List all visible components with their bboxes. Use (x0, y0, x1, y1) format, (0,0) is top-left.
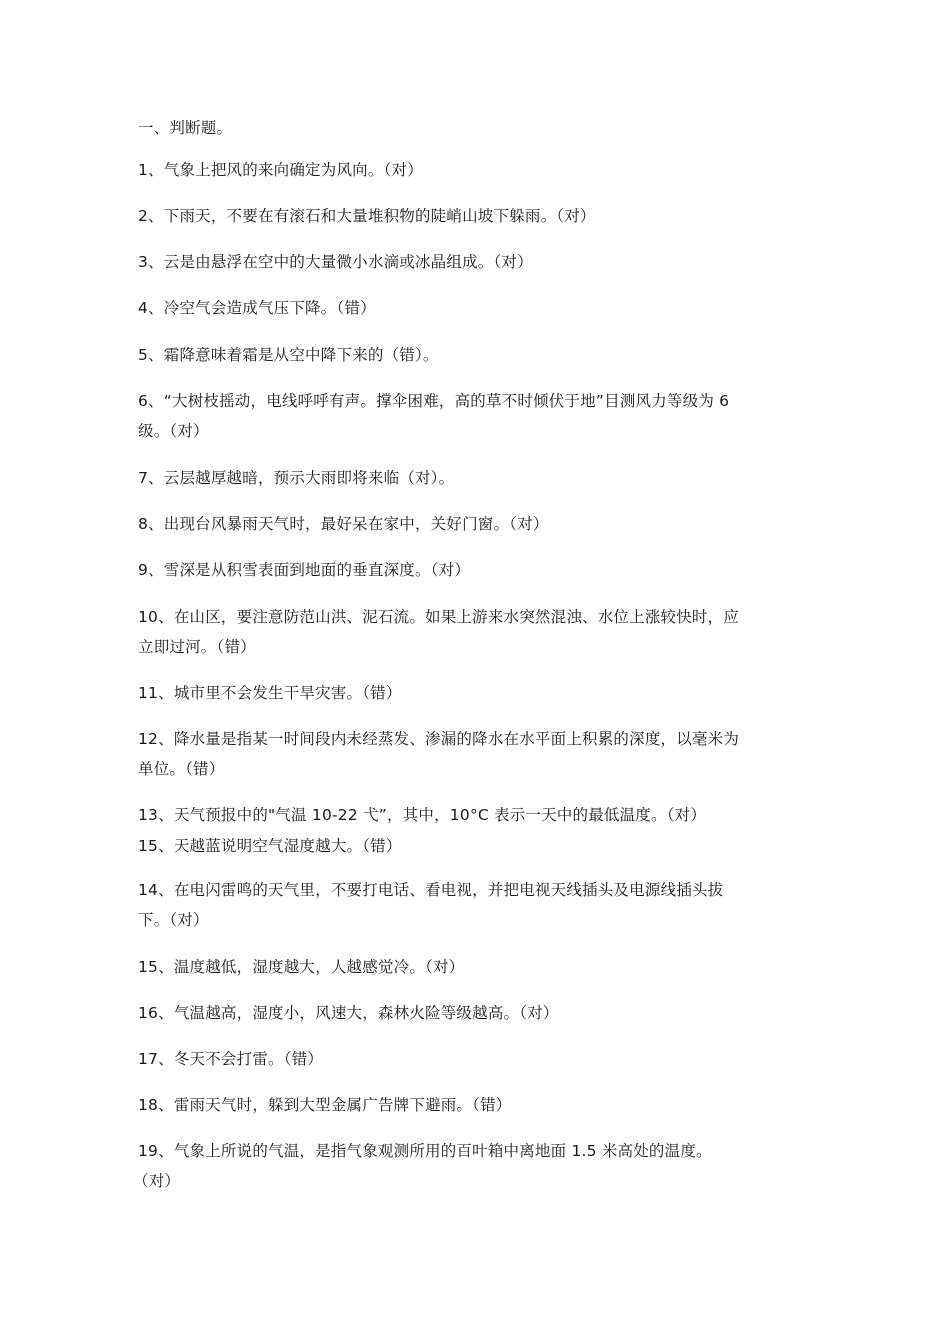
question-15a: 15、天越蓝说明空气湿度越大。（错） (138, 837, 402, 855)
question-3: 3、云是由悬浮在空中的大量微小水滴或冰晶组成。（对） (138, 253, 533, 271)
question-5: 5、霜降意味着霜是从空中降下来的（错）。 (138, 346, 439, 364)
question-12-line-1: 12、降水量是指某一时间段内未经蒸发、渗漏的降水在水平面上积累的深度，以毫米为 (138, 730, 740, 748)
question-6-line-1: 6、“大树枝摇动，电线呼呼有声。撑伞困难，高的草不时倾伏于地”目测风力等级为 6 (138, 392, 730, 410)
question-19-line-1: 19、气象上所说的气温，是指气象观测所用的百叶箱中离地面 1.5 米高处的温度。 (138, 1142, 712, 1160)
question-17: 17、冬天不会打雷。（错） (138, 1050, 324, 1068)
question-15b: 15、温度越低，湿度越大，人越感觉冷。（对） (138, 958, 465, 976)
question-2: 2、下雨天，不要在有滚石和大量堆积物的陡峭山坡下躲雨。（对） (138, 207, 596, 225)
question-12-line-2: 单位。（错） (138, 760, 225, 778)
question-19-line-2: （对） (133, 1172, 181, 1190)
question-11: 11、城市里不会发生干旱灾害。（错） (138, 684, 402, 702)
question-13: 13、天气预报中的"气温 10-22 弋”，其中，10°C 表示一天中的最低温度。（对） (138, 806, 707, 824)
section-heading: 一、判断题。 (138, 119, 233, 137)
question-10-line-2: 立即过河。（错） (138, 638, 256, 656)
question-14-line-2: 下。（对） (138, 911, 209, 929)
question-7: 7、云层越厚越暗，预示大雨即将来临（对）。 (138, 469, 455, 487)
question-9: 9、雪深是从积雪表面到地面的垂直深度。（对） (138, 561, 471, 579)
question-1: 1、气象上把风的来向确定为风向。（对） (138, 161, 423, 179)
question-18: 18、雷雨天气时，躲到大型金属广告牌下避雨。（错） (138, 1096, 512, 1114)
question-14-line-1: 14、在电闪雷鸣的天气里，不要打电话、看电视，并把电视天线插头及电源线插头拔 (138, 881, 724, 899)
question-16: 16、气温越高，湿度小，风速大，森林火险等级越高。（对） (138, 1004, 559, 1022)
question-8: 8、出现台风暴雨天气时，最好呆在家中，关好门窗。（对） (138, 515, 549, 533)
question-4: 4、冷空气会造成气压下降。（错） (138, 299, 376, 317)
question-6-line-2: 级。（对） (138, 422, 209, 440)
question-10-line-1: 10、在山区，要注意防范山洪、泥石流。如果上游来水突然混浊、水位上涨较快时，应 (138, 608, 740, 626)
